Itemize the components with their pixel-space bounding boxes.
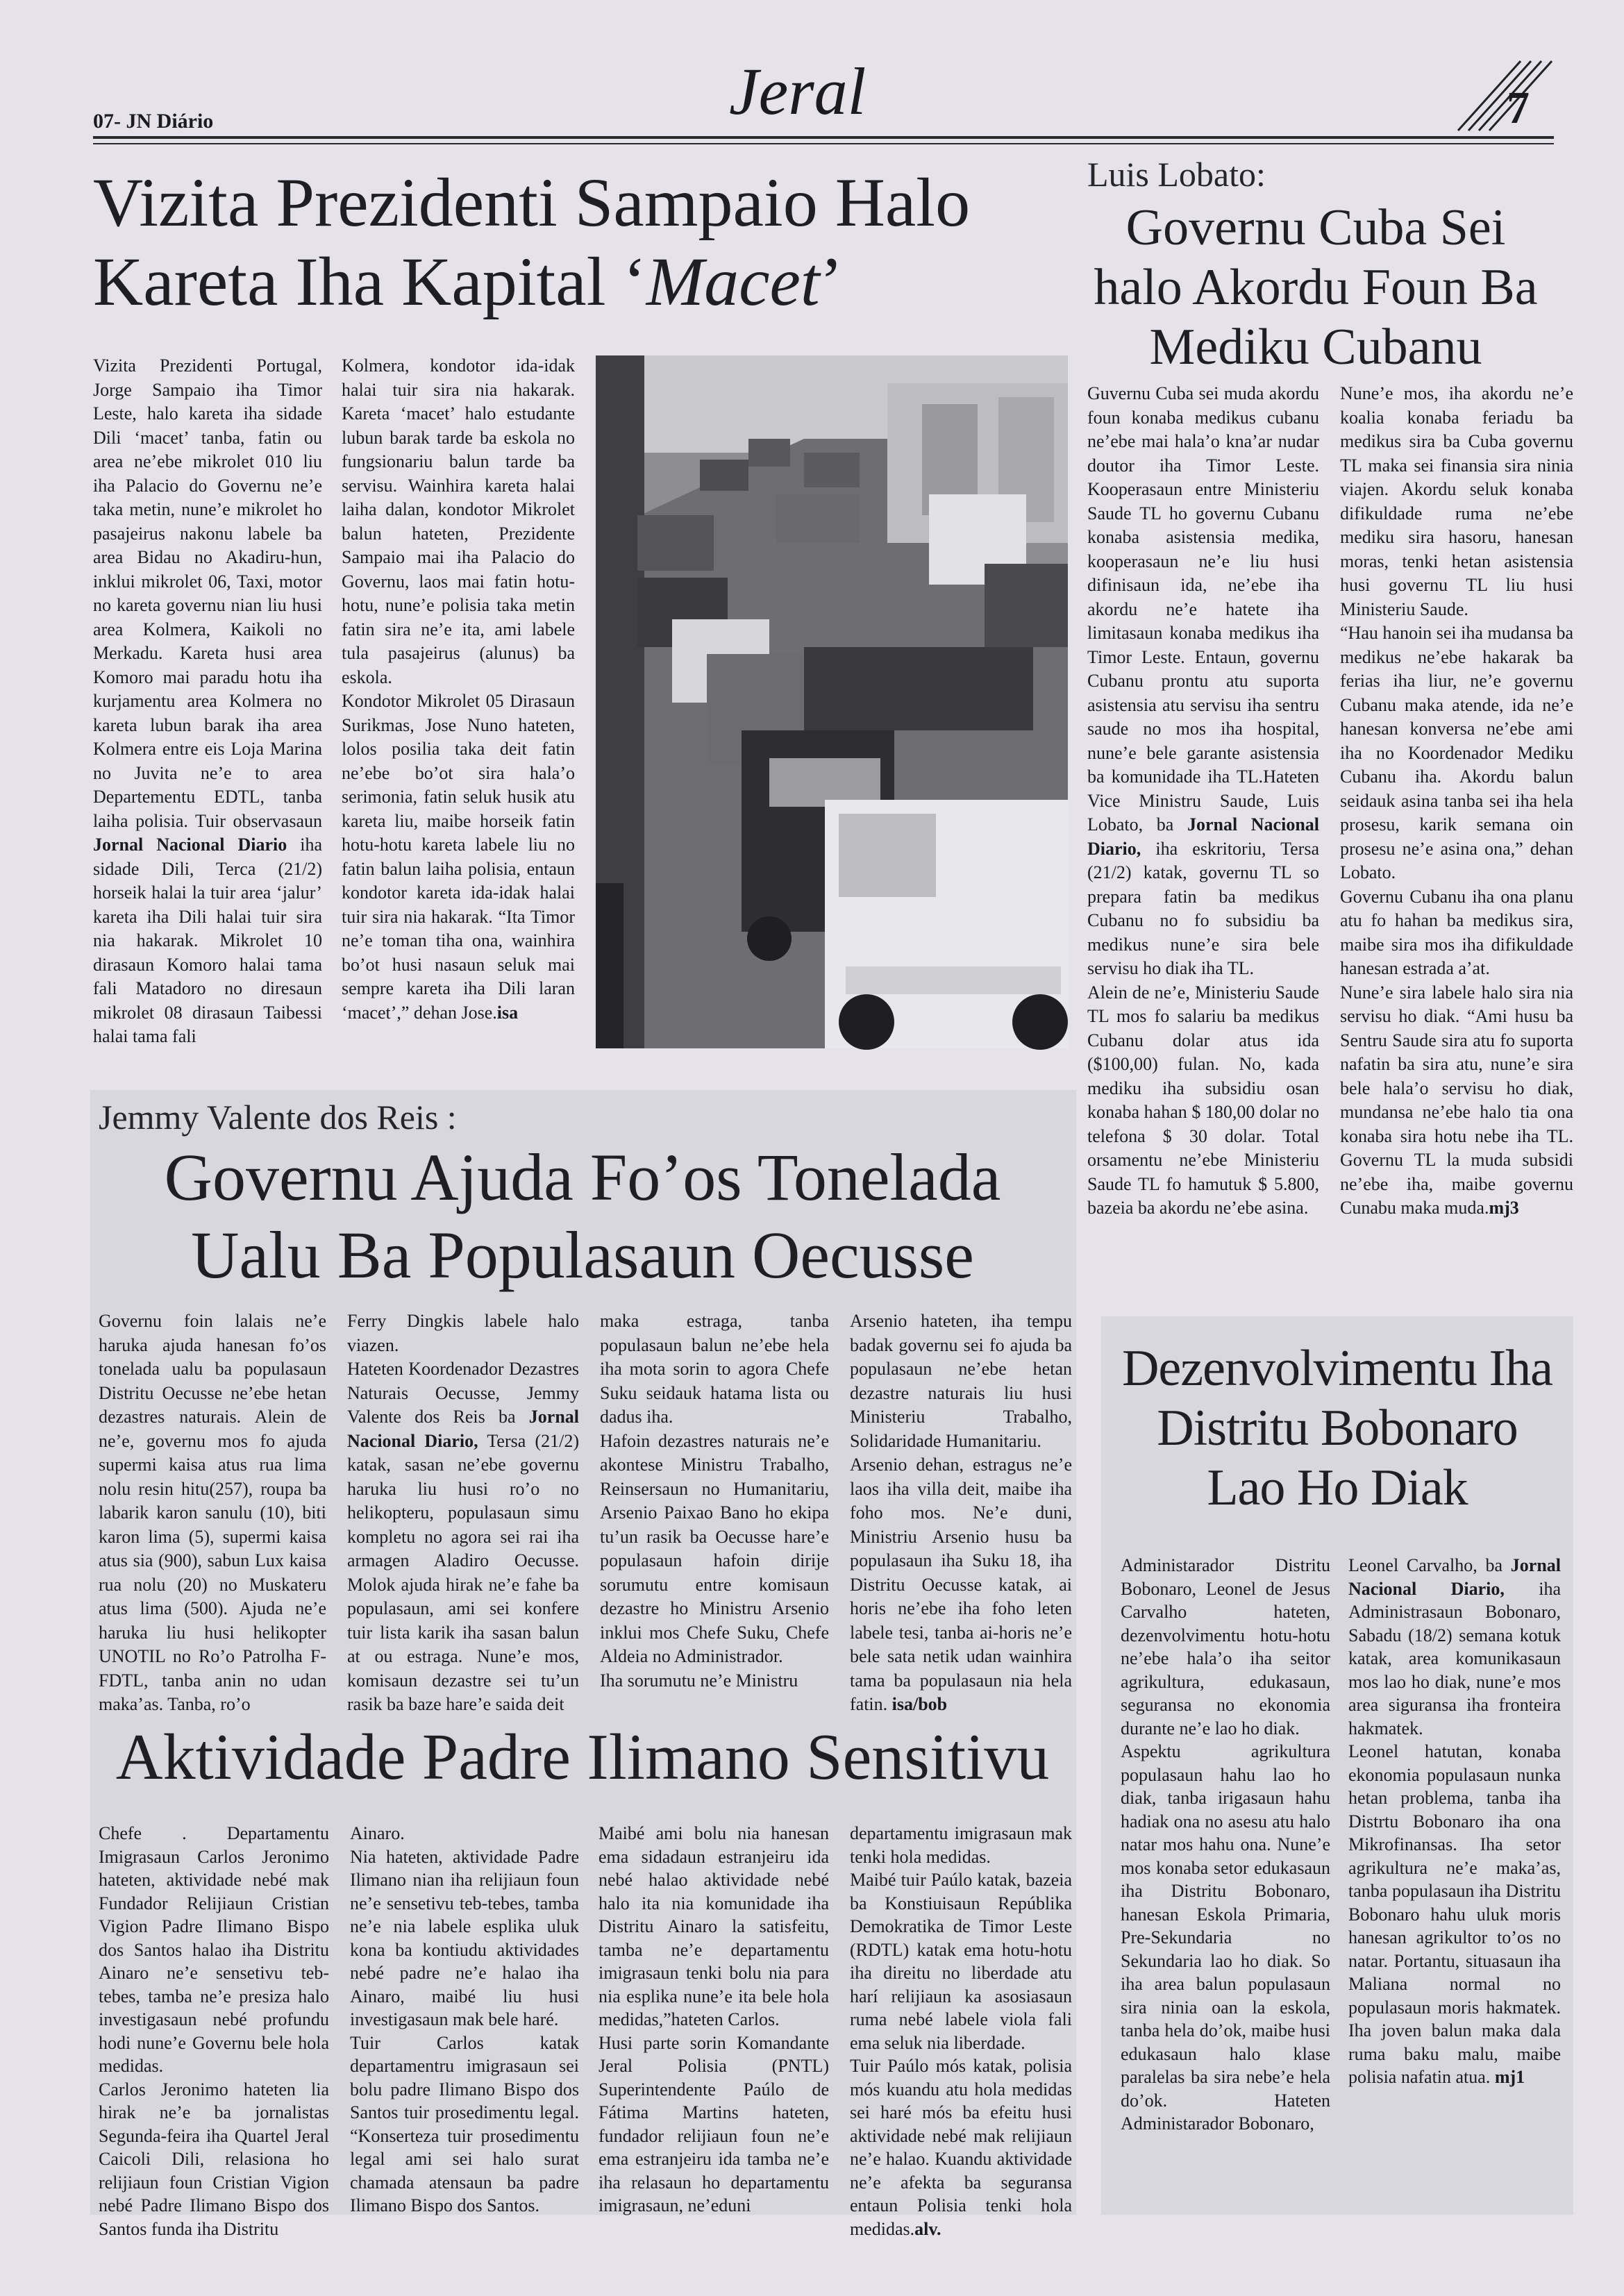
article2-headline-line2: halo Akordu Foun Ba — [1094, 259, 1538, 316]
article5-headline-line2: Distritu Bobonaro — [1157, 1400, 1518, 1457]
article2-col2: Nune’e mos, iha akordu ne’e koalia konaba feriadu ba medikus sira ba Cuba governu TL maka sei finansia sira ninia viajen. Akordu seluk konaba difikuldade ruma ne’ebe mediku sira hasoru, hanesan moras, tenki hetan asistensia husi governu TL liu husi Ministeriu Saude. “Hau hanoin sei iha mudansa ba medikus ne’ebe hakarak ba ferias iha liur, ne’e governu Cubanu maka atende, ida ne’e hanesan konversa ne’ebe ami iha no Koordenador Mediku Cubanu iha. Akordu balun seidauk asina tanba sei iha hela prosesu, karik semana oin prosesu ne’e asina ona,” dehan Lobato. Governu Cubanu iha ona planu atu fo hahan ba medikus sira, maibe sira mos iha difikuldade hanesan estrada a’at. Nune’e sira labele halo sira nia servisu ho diak. “Ami husu ba Sentru Saude sira atu fo suporta nafatin ba sira atu, nune’e sira bele hala’o servisu ho diak, mundansa ne’ebe halo tia ona konaba sira hotu nebe iha TL. Governu TL la muda subsidi ne’ebe iha, maibe governu Cunabu maka muda.mj3 — [1340, 383, 1573, 1218]
article4-col4: departamentu imigrasaun mak tenki hola medidas. Maibé tuir Paúlo katak, bazeia ba Konstiuisaun Repúblika Demokratika de Timor Leste (RDTL) katak ema hotu-hotu iha direitu no liberdade atu harí relijiaun ka asosiasaun ruma nebé labele viola fali ema seluk nia liberdade. Tuir Paúlo mós katak, polisia mós kuandu atu hola medidas sei haré mós ba efeitu husi aktividade nebé mak relijiaun ne’e halao. Kuandu aktividade ne’e afekta ba seguransa entaun Polisia tenki hola medidas.alv. — [850, 1823, 1072, 2239]
article5-col2: Leonel Carvalho, ba Jornal Nacional Diario, iha Administrasaun Bobonaro, Sabadu (18/2) semana kotuk katak, area komunikasaun mos lao ho diak, nune’e mos area siguransa iha fronteira hakmatek. Leonel hatutan, konaba ekonomia populasaun nunka hetan problema, tanba iha Distrtu Bobonaro iha ona Mikrofinansas. Iha setor agrikultura ne’e maka’as, tanba populasaun iha Distritu Bobonaro hahu uluk moris hanesan agrikultor to’os no natar. Portantu, situasaun iha Maliana normal no populasaun moris hakmatek. Iha joven balun maka dala ruma baku malu, maibe polisia nafatin atua. mj1 — [1348, 1555, 1562, 2087]
article4-col3: Maibé ami bolu nia hanesan ema sidadaun estranjeiru ida nebé halao aktividade nebé halo ita nia komunidade iha Distritu Ainaro la satisfeitu, tamba ne’e departamentu imigrasaun tenki bolu nia para nia esplika nune’e ita bele hola medidas,”hateten Carlos. Husi parte sorin Komandante Jeral Polisia (PNTL) Superintendente Paúlo de Fátima Martins hateten, fundador relijiaun foun ne’e ema estranjeiru ida tamba ne’e iha relasaun ho departamentu imigrasaun, ne’eduni — [598, 1823, 829, 2215]
article4-col1: Chefe . Departamentu Imigrasaun Carlos Jeronimo hateten, aktividade nebé mak Fundador Relijiaun Cristian Vigion Padre Ilimano Bispo dos Santos halao iha Distritu Ainaro ne’e sensetivu teb-tebes, tamba ne’e presiza halo investigasaun nebé profundu hodi nune’e Governu bele hola medidas. Carlos Jeronimo hateten lia hirak ne’e ba jornalistas Segunda-feira iha Quartel Jeral Caicoli Dili, relasiona ho relijiaun foun Cristian Vigion nebé Padre Ilimano Bispo dos Santos funda iha Distritu — [99, 1823, 329, 2239]
article3-col4: Arsenio hateten, iha tempu badak governu sei fo ajuda ba populasaun ne’ebe hetan dezastre naturais liu husi Ministeriu Trabalho, Solidaridade Humanitariu. Arsenio dehan, estragus ne’e laos iha villa deit, maibe iha foho mos. Ne’e duni, Ministriu Arsenio husu ba populasaun iha Suku 18, iha Distritu Oecusse katak, ai horis ne’ebe iha foho leten labele tesi, tanba ai-horis ne’e bele sata netik udan wainhira tama ba populasaun nia hela fatin. isa/bob — [850, 1311, 1072, 1714]
article4-headline: Aktividade Padre Ilimano Sensitivu — [115, 1721, 1050, 1793]
article2-headline — [1083, 198, 1548, 377]
article3-col3: maka estraga, tanba populasaun balun ne’ebe hela iha mota sorin to agora Chefe Suku seidauk hatama lista ou dadus iha. Hafoin dezastres naturais ne’e akontese Ministru Trabalho, Reinsersaun no Humanitariu, Arsenio Paixao Bano ho ekipa tu’un rasik ba Oecusse hare’e populasaun hafoin dirije sorumutu entre komisaun dezastre ho Ministru Arsenio inklui mos Chefe Suku, Chefe Aldeia no Administrador. Iha sorumutu ne’e Ministru — [600, 1311, 829, 1691]
article5-headline-line3: Lao Ho Diak — [1207, 1459, 1468, 1516]
stripes-ornament — [1451, 54, 1555, 137]
traffic-photo-illustration — [596, 355, 1068, 1048]
header-rule — [93, 136, 1554, 139]
article1-headline — [93, 163, 1072, 321]
article3-col2: Ferry Dingkis labele halo viazen. Hateten Koordenador Dezastres Naturais Oecusse, Jemmy Valente dos Reis ba Jornal Nacional Diario, Tersa (21/2) katak, sasan ne’ebe governu haruka liu husi ro’o no helikopteru, populasaun simu kompletu no agora sei rai iha armagen Aladiro Oecusse. Molok ajuda hirak ne’e fahe ba populasaun, ami sei konfere tuir lista karik iha sasan balun at ou estraga. Nune’e mos, komisaun dezastre sei tu’un rasik ba baze hare’e saida deit — [347, 1311, 580, 1714]
article1-col2: Kolmera, kondotor ida-idak halai tuir sira nia hakarak. Kareta ‘macet’ halo estudante lubun barak tarde ba eskola no fungsionariu balun tarde ba servisu. Wainhira kareta halai laiha dalan, kondotor Mikrolet balun hateten, Prezidente Sampaio mai iha Palacio do Governu, laos mai fatin hotu-hotu, nune’e polisia taka metin fatin sira ne’e ita, ami labele tula pasajeirus (alunus) ba eskola. Kondotor Mikrolet 05 Dirasaun Surikmas, Jose Nuno hateten, lolos posilia taka deit fatin ne’ebe bo’ot sira hala’o serimonia, fatin seluk husik atu kareta liu, maibe horseik fatin hotu-hotu kareta labele liu no fatin balun laiha polisia, entaun kondotor kareta ida-idak halai tuir sira nia hakarak. “Ita Timor ne’e toman tiha ona, wainhira bo’ot husi nasaun seluk mai sempre kareta iha Dili laran ‘macet’,” dehan Jose.isa — [342, 355, 575, 1023]
article3-byline: Jemmy Valente dos Reis : — [99, 1098, 457, 1137]
article5-headline — [1104, 1339, 1571, 1518]
article3-headline-line1: Governu Ajuda Fo’os Tonelada — [164, 1140, 1001, 1214]
page-number: 7 — [1507, 83, 1530, 133]
article2-byline: Luis Lobato: — [1087, 155, 1266, 194]
article1-col1: Vizita Prezidenti Portugal, Jorge Sampaio iha Timor Leste, halo kareta iha sidade Dili ‘macet’ tanba, fatin ou area ne’ebe mikrolet 010 liu iha Palacio do Governu ne’e taka metin, nune’e mikrolet ho pasajeirus nakonu labele ba area Bidau no Akadiru-hun, inklui mikrolet 06, Taxi, motor no kareta governu nian liu husi area Kolmera, Kaikoli no Merkadu. Kareta husi area Komoro mai paradu hotu iha kurjamentu area Kolmera no kareta lubun barak iha area Kolmera entre eis Loja Marina no Juvita ne’e to area Departementu EDTL, tanba laiha polisia. Tuir observasaun Jornal Nacional Diario iha sidade Dili, Terca (21/2) horseik halai la tuir area ‘jalur’ kareta iha Dili halai tuir sira nia hakarak. Mikrolet 10 dirasaun Komoro halai tama fali Matadoro no diresaun mikrolet 08 dirasaun Taibessi halai tama fali — [93, 355, 323, 1046]
article5-headline-line1: Dezenvolvimentu Iha — [1121, 1340, 1553, 1397]
article3-headline-line2: Ualu Ba Populasaun Oecusse — [191, 1218, 974, 1292]
article5-col1: Administarador Distritu Bobonaro, Leonel de Jesus Carvalho hateten, dezenvolvimentu hotu-hotu ne’ebe hala’o iha seitor agrikultura, edukasaun, seguransa no ekonomia durante ne’e lao ho diak. Aspektu agrikultura populasaun hahu lao ho diak, tanba irigasaun hahu hadiak ona no asesu atu halo natar mos hahu ona. Nune’e mos konaba setor edukasaun iha Distritu Bobonaro, hanesan Eskola Primaria, Pre-Sekundaria no Sekundaria lao ho diak. So iha area balun populasaun sira ninia oan la eskola, tanba hela do’ok, maibe husi edukasaun halo klase paralelas ba sira nebe’e hela do’ok. Hateten Administarador Bobonaro, — [1121, 1555, 1330, 2134]
section-title: Jeral — [729, 54, 867, 128]
article2-headline-line3: Mediku Cubanu — [1149, 319, 1482, 376]
header-rule-thin — [93, 143, 1554, 144]
article2-headline-line1: Governu Cuba Sei — [1125, 199, 1506, 256]
article4-col2: Ainaro. Nia hateten, aktividade Padre Ilimano nian iha relijiaun foun ne’e sensetivu teb-tebes, tamba ne’e nia labele esplika uluk kona ba kontiudu aktividades nebé padre ne’e halao iha Ainaro, maibé liu husi investigasaun mak bele haré. Tuir Carlos katak departamentru imigrasaun sei bolu padre Ilimano Bispo dos Santos tuir prosedimentu legal. “Konserteza tuir prosedimentu legal ami sei halo surat chamada atensaun ba padre Ilimano Bispo dos Santos. — [350, 1823, 579, 2215]
page-header-left: 07- JN Diário — [93, 110, 214, 133]
article1-headline-line2: Kareta Iha Kapital ‘Macet’ — [93, 243, 843, 320]
article2-col1: Guvernu Cuba sei muda akordu foun konaba medikus cubanu ne’ebe mai hala’o kna’ar nudar doutor iha Timor Leste. Kooperasaun entre Ministeriu Saude TL ho governu Cubanu konaba asistensia medika, kooperasaun ne’e liu husi difinisaun ida, ne’ebe iha akordu ne’e hatete iha limitasaun konaba medikus iha Timor Leste. Entaun, governu Cubanu prontu atu suporta asistensia atu servisu iha sentru saude no mos iha hospital, nune’e bele garante asistensia ba komunidade iha TL.Hateten Vice Ministru Saude, Luis Lobato, ba Jornal Nacional Diario, iha eskritoriu, Tersa (21/2) katak, governu TL so prepara fatin ba medikus Cubanu no fo subsidiu ba medikus nune’e sira bele servisu ho diak iha TL. Alein de ne’e, Ministeriu Saude TL mos fo salariu ba medikus Cubanu dolar atus ida ($100,00) fulan. No, kada mediku iha subsidiu osan konaba hahan $ 180,00 dolar no telefona $ 30 dolar. Total orsamentu ne’ebe Ministeriu Saude TL fo hamutuk $ 5.800, bazeia ba akordu ne’ebe asina. — [1087, 383, 1320, 1218]
article3-col1: Governu foin lalais ne’e haruka ajuda hanesan fo’os tonelada ualu ba populasaun Distritu Oecusse ne’ebe hetan dezastres naturais. Alein de ne’e, governu mos fo ajuda supermi kaisa atus rua lima nolu resin hitu(257), roupa ba labarik karon sanulu (10), biti karon lima (5), supermi kaisa atus sia (900), sabun Lux kaisa rua nolu (20) no Muskateru atus lima (500). Ajuda ne’e haruka liu husi helikopter UNOTIL no Ro’o Patrolha F-FDTL, tanba anin no udan maka’as. Tanba, ro’o — [99, 1311, 326, 1714]
article1-headline-line1: Vizita Prezidenti Sampaio Halo — [93, 164, 971, 241]
article3-headline — [93, 1139, 1072, 1294]
traffic-photo — [596, 355, 1068, 1048]
